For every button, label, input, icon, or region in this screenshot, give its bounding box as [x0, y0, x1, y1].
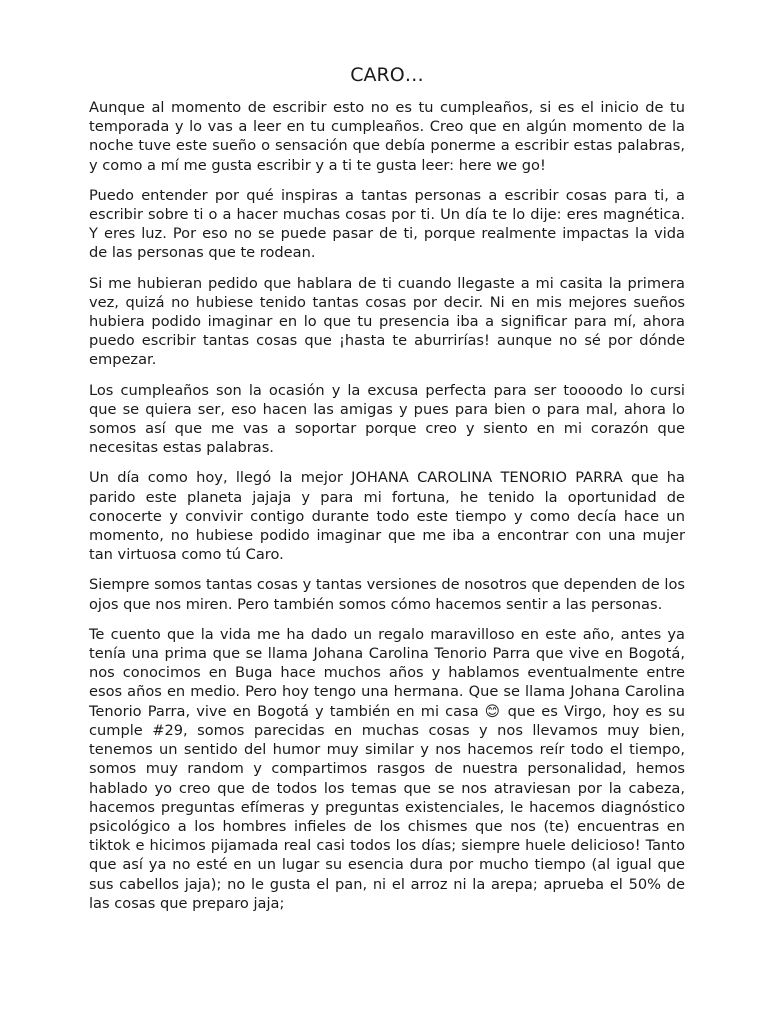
paragraph-5: Un día como hoy, llegó la mejor JOHANA CAROLINA TENORIO PARRA que ha parido este planeta jajaja y para mi fortuna, he tenido la oportunidad de conocerte y convivir contigo durante todo este tiempo y como decía hace un momento, no hubiese podido imaginar que me iba a encontrar con una mujer tan virtuosa como tú Caro. — [89, 469, 685, 564]
paragraph-4: Los cumpleaños son la ocasión y la excusa perfecta para ser toooodo lo cursi que se quiera ser, eso hacen las amigas y pues para bien o para mal, ahora lo somos así que me vas a soportar porque creo y siento en mi corazón que necesitas estas palabras. — [89, 381, 685, 457]
document-title: CARO… — [350, 64, 424, 86]
paragraph-3: Si me hubieran pedido que hablara de ti cuando llegaste a mi casita la primera vez, quizá no hubiese tenido tantas cosas por decir. Ni en mis mejores sueños hubiera podido imaginar en lo que tu presencia iba a significar para mí, ahora puedo escribir tantas cosas que ¡hasta te aburrirías! aunque no sé por dónde empezar. — [89, 274, 685, 369]
paragraph-7: Te cuento que la vida me ha dado un regalo maravilloso en este año, antes ya tenía una prima que se llama Johana Carolina Tenorio Parra que vive en Bogotá, nos conocimos en Buga hace muchos años y hablamos eventualmente entre esos años en medio. Pero hoy tengo una hermana. Que se llama Johana Carolina Tenorio Parra, vive en Bogotá y también en mi casa 😊 que es Virgo, hoy es su cumple #29, somos parecidas en muchas cosas y nos llevamos muy bien, tenemos un sentido del humor muy similar y nos hacemos reír todo el tiempo, somos muy random y compartimos rasgos de nuestra personalidad, hemos hablado yo creo que de todos los temas que se nos atraviesan por la cabeza, hacemos preguntas efímeras y preguntas existenciales, le hacemos diagnóstico psicológico a los hombres infieles de los chismes que nos (te) encuentras en tiktok e hicimos pijamada real casi todos los días; siempre huele delicioso! Tanto que así ya no esté en un lugar su esencia dura por mucho tiempo (al igual que sus cabellos jaja); no le gusta el pan, ni el arroz ni la arepa; aprueba el 50% de las cosas que preparo jaja; — [89, 625, 685, 912]
paragraph-6: Siempre somos tantas cosas y tantas versiones de nosotros que dependen de los ojos que nos miren. Pero también somos cómo hacemos sentir a las personas. — [89, 576, 685, 613]
document-page — [89, 62, 685, 924]
paragraph-1: Aunque al momento de escribir esto no es tu cumpleaños, si es el inicio de tu temporada y lo vas a leer en tu cumpleaños. Creo que en algún momento de la noche tuve este sueño o sensación que debía ponerme a escribir estas palabras, y como a mí me gusta escribir y a ti te gusta leer: here we go! — [89, 99, 685, 174]
paragraph-2: Puedo entender por qué inspiras a tantas personas a escribir cosas para ti, a escribir sobre ti o a hacer muchas cosas por ti. Un día te lo dije: eres magnética. Y eres luz. Por eso no se puede pasar de ti, porque realmente impactas la vida de las personas que te rodean. — [89, 186, 685, 262]
